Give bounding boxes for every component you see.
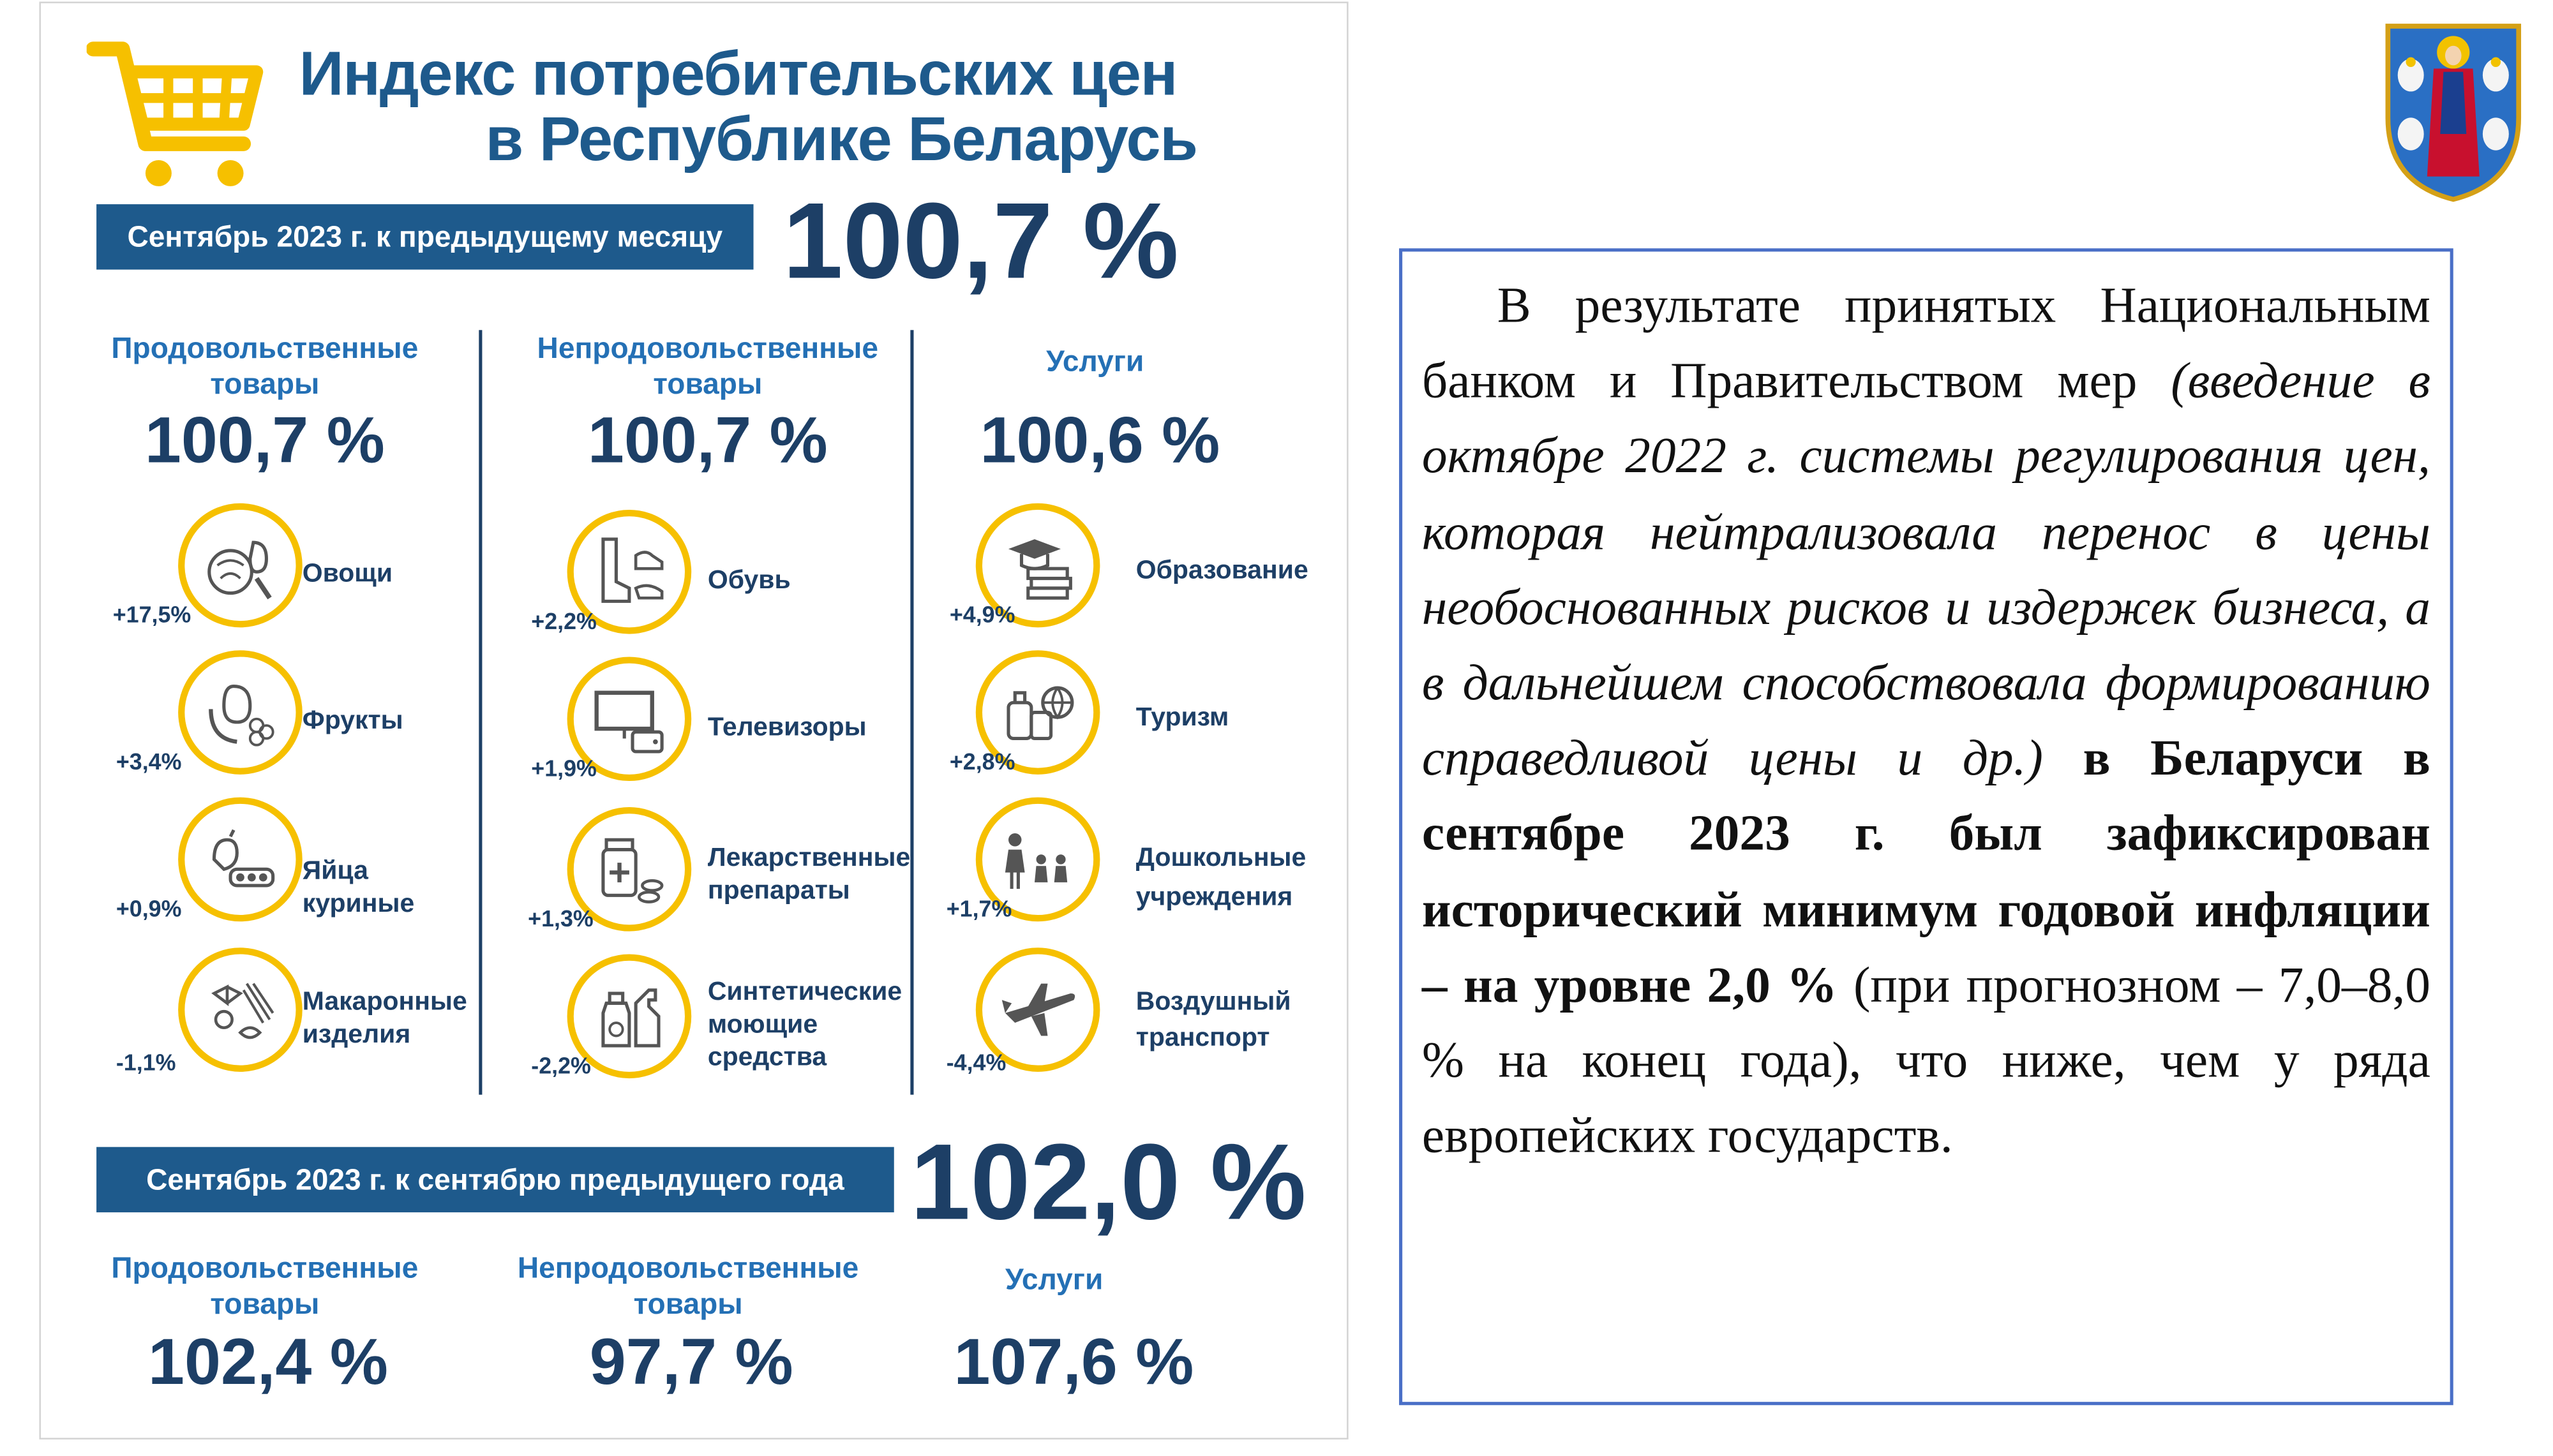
vegetables-icon <box>201 526 280 605</box>
column-divider-2 <box>910 330 913 1094</box>
education-delta: +4,9% <box>949 601 1015 628</box>
annual-services-heading <box>891 1261 1218 1297</box>
text-intro: В результате принятых Национальным банком и Правительством мер <box>1421 276 2430 409</box>
annual-nonfood-value: 97,7 % <box>589 1326 793 1399</box>
detergent-label-line3: средства <box>707 1044 827 1072</box>
vegetables-circle <box>178 503 303 628</box>
eggs-label <box>303 856 414 921</box>
annual-nonfood-heading-line2: товары <box>633 1287 743 1321</box>
col-services-value: 100,6 % <box>980 405 1220 477</box>
tv-label: Телевизоры <box>707 714 867 742</box>
airplane-label-line1: Воздушный <box>1135 988 1291 1016</box>
tv-icon <box>590 680 668 758</box>
pasta-delta: -1,1% <box>116 1049 176 1076</box>
col-nonfood-heading-line1: Непродовольственные <box>537 331 879 365</box>
tourism-icon <box>999 673 1077 752</box>
col-nonfood-heading-line2: товары <box>653 368 763 401</box>
shopping-cart-icon <box>87 36 270 193</box>
annual-food-heading-line2: товары <box>210 1287 320 1321</box>
col-services-heading-line1: Услуги <box>1046 345 1144 378</box>
kindergarten-label <box>1136 843 1306 915</box>
annual-nonfood-heading-line1: Непродовольственные <box>517 1251 859 1284</box>
col-food-heading-line1: Продовольственные <box>111 331 419 365</box>
shoes-label: Обувь <box>707 567 791 595</box>
pasta-icon <box>201 970 280 1049</box>
airplane-icon <box>999 970 1077 1049</box>
airplane-delta: -4,4% <box>946 1049 1007 1076</box>
annual-total-value: 102,0 % <box>910 1120 1306 1242</box>
text-tail: (при прогнозном – 7,0–8,0 % на конец года), что ниже, чем у ряда европейских государств. <box>1421 955 2430 1164</box>
eggs-icon <box>201 821 280 899</box>
kindergarten-label-line1: Дошкольные <box>1135 844 1306 873</box>
fruits-delta: +3,4% <box>116 748 182 775</box>
airplane-label <box>1136 987 1291 1056</box>
detergent-label-line2: моющие <box>707 1011 818 1039</box>
eggs-label-line1: Яйца <box>302 858 368 886</box>
monthly-banner: Сентябрь 2023 г. к предыдущему месяцу <box>96 204 753 269</box>
fruits-label: Фрукты <box>302 707 403 736</box>
annual-banner: Сентябрь 2023 г. к сентябрю предыдущего года <box>96 1147 894 1212</box>
annual-food-value: 102,4 % <box>148 1326 388 1399</box>
pasta-label-line1: Макаронные <box>302 988 467 1016</box>
fruits-icon <box>201 673 280 752</box>
monthly-total-value: 100,7 % <box>782 179 1179 301</box>
col-food-heading-line2: товары <box>210 368 320 401</box>
education-label: Образование <box>1135 557 1308 585</box>
annual-food-heading-line1: Продовольственные <box>111 1251 419 1284</box>
annual-nonfood-heading <box>479 1250 897 1322</box>
annual-food-heading <box>61 1250 469 1322</box>
vegetables-label: Овощи <box>302 560 393 588</box>
airplane-label-line2: транспорт <box>1135 1024 1270 1053</box>
col-food-value: 100,7 % <box>144 405 385 477</box>
tourism-delta: +2,8% <box>949 748 1015 775</box>
fruits-circle <box>178 650 303 775</box>
detergent-delta: -2,2% <box>531 1052 591 1079</box>
shoes-delta: +2,2% <box>531 607 597 634</box>
col-nonfood-heading <box>495 330 920 402</box>
column-divider-1 <box>479 330 482 1094</box>
tourism-label: Туризм <box>1135 704 1229 732</box>
shoes-icon <box>590 533 668 611</box>
city-coat-of-arms-icon <box>2381 20 2525 203</box>
detergent-icon <box>590 977 668 1055</box>
kindergarten-icon <box>999 821 1077 899</box>
eggs-circle <box>178 798 303 922</box>
medicine-icon <box>590 830 668 909</box>
pasta-label-line2: изделия <box>302 1021 411 1050</box>
explanation-textbox <box>1399 248 2453 1405</box>
cpi-infographic <box>39 2 1348 1440</box>
col-food-heading <box>61 330 469 402</box>
detergent-label <box>708 977 902 1075</box>
education-icon <box>999 526 1077 605</box>
infographic-title-line2: в Республике Беларусь <box>485 106 1197 175</box>
col-nonfood-value: 100,7 % <box>587 405 828 477</box>
tv-delta: +1,9% <box>531 755 597 782</box>
pasta-label <box>303 987 467 1052</box>
text-italic-clause: (введение в октябре 2022 г. системы регулирования цен, которая нейтрализовала перенос в цены необоснованных рисков и издержек бизнеса, а в дальнейшем способствовала формированию справедливой цены и др.) <box>1421 352 2430 787</box>
medicine-label-line1: Лекарственные <box>707 844 911 873</box>
medicine-label-line2: препараты <box>707 877 850 905</box>
kindergarten-label-line2: учреждения <box>1135 884 1293 912</box>
col-services-heading <box>932 343 1259 379</box>
text-bold-statement: в Беларуси в сентябре 2023 г. был зафиксирован исторический минимум годовой инфляции – на уровне 2,0 % <box>1421 729 2430 1013</box>
annual-services-heading-line1: Услуги <box>1005 1263 1104 1296</box>
vegetables-delta: +17,5% <box>112 601 191 628</box>
pasta-circle <box>178 947 303 1072</box>
annual-services-value: 107,6 % <box>954 1326 1194 1399</box>
medicine-label <box>708 843 910 908</box>
infographic-title-line1: Индекс потребительских цен <box>299 41 1178 110</box>
medicine-delta: +1,3% <box>528 905 594 932</box>
detergent-label-line1: Синтетические <box>707 978 902 1007</box>
kindergarten-delta: +1,7% <box>946 895 1012 922</box>
eggs-delta: +0,9% <box>116 895 182 922</box>
eggs-label-line2: куриные <box>302 890 415 919</box>
